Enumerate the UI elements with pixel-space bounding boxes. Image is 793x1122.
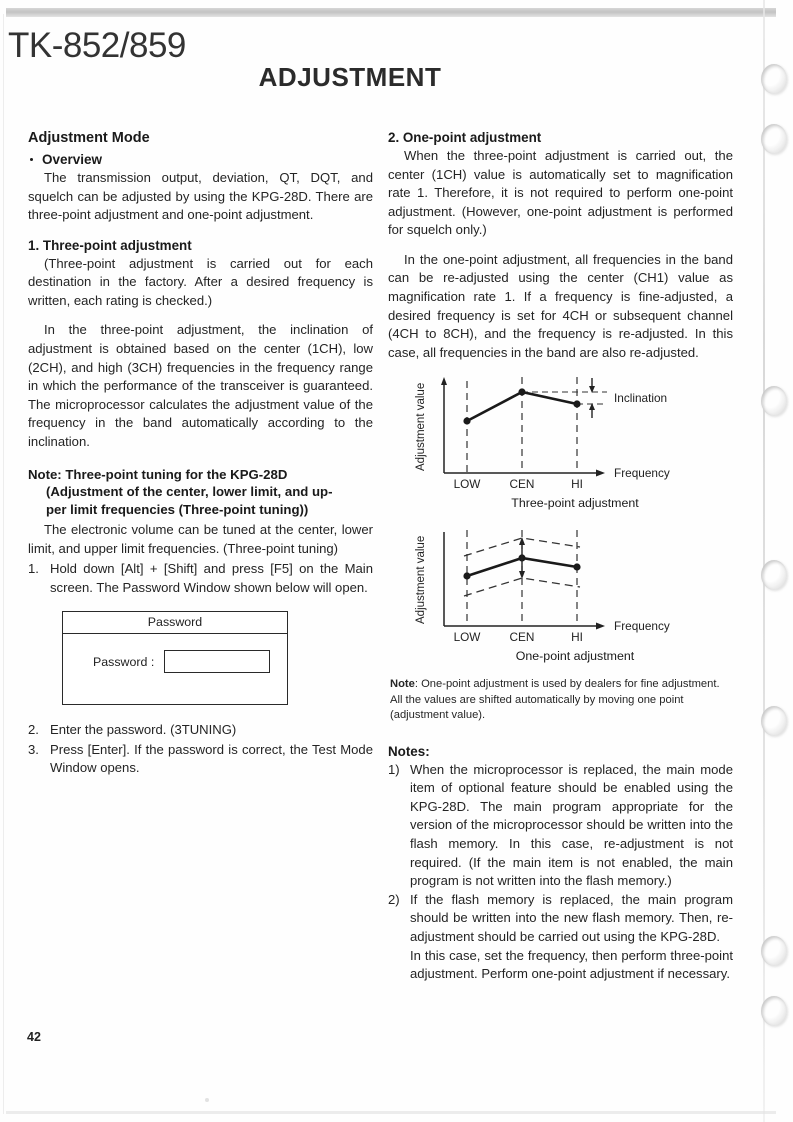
note-number: 1): [388, 761, 400, 777]
scan-artifact-bottom-edge: [6, 1111, 776, 1114]
steps-list-after-dialog: [28, 721, 373, 778]
password-dialog-body: [63, 634, 287, 704]
chart1-tick-low: LOW: [453, 477, 481, 492]
step-text: Hold down [Alt] + [Shift] and press [F5] on the Main screen. The Password Window shown below will open.: [50, 561, 373, 595]
password-field-row: [93, 650, 270, 673]
note-heading-line-1: Note: Three-point tuning for the KPG-28D: [28, 466, 288, 482]
password-field-label: Password :: [93, 654, 155, 669]
chart2-tick-cen: CEN: [509, 630, 535, 645]
chart2-shift-arrow-down-icon: [519, 571, 525, 579]
step-number: 2.: [28, 722, 39, 738]
right-column: [388, 130, 733, 984]
subheading-overview: [28, 152, 373, 167]
step-text: Enter the password. (3TUNING): [50, 722, 237, 738]
step-text: Press [Enter]. If the password is correct, the Test Mode Window opens.: [50, 741, 373, 776]
list-item: [28, 721, 373, 740]
chart1-tick-cen: CEN: [509, 477, 535, 492]
list-item: [388, 891, 733, 984]
overview-paragraph: The transmission output, deviation, QT, DQT, and squelch can be adjusted by using the KPG-28D. There are three-point adjustment and one-point adjustment.: [28, 170, 373, 223]
model-number: TK-852/859: [8, 26, 186, 65]
chart1-caption: Three-point adjustment: [511, 496, 639, 511]
steps-list-before-dialog: [28, 560, 373, 597]
notes-heading: Notes:: [388, 743, 430, 759]
chart-three-point-adjustment: [402, 373, 720, 510]
binder-hole-icon: [761, 386, 787, 416]
chart-note: [390, 677, 733, 723]
chart1-point-cen: [518, 389, 525, 396]
chart1-x-axis-arrow-icon: [596, 470, 605, 477]
chart-one-point-adjustment: [402, 526, 720, 663]
note-heading-three-point-tuning: [28, 466, 373, 519]
chart1-point-low: [463, 418, 470, 425]
page-number: 42: [27, 1030, 41, 1044]
binder-hole-icon: [761, 996, 787, 1026]
chart1-x-axis-label: Frequency: [614, 466, 670, 481]
chart2-point-low: [463, 573, 470, 580]
password-dialog: [62, 611, 288, 705]
binder-hole-icon: [761, 124, 787, 154]
note-text: If the flash memory is replaced, the main program should be written into the new flash memory. Then, re-adjustment should be carried out using the KPG-28D.: [410, 891, 733, 944]
section-heading-adjustment-mode: Adjustment Mode: [28, 130, 150, 146]
chart1-annotation-inclination: Inclination: [614, 391, 668, 406]
chart2-tick-hi: HI: [571, 630, 583, 645]
note-text: When the microprocessor is replaced, the main mode item of optional feature should be enabled using the KPG-28D. The main program appropriate for the version of the microprocessor should be written into the flash memory. In this case, re-adjustment is not required. (If the main item is not enabled, the main program is not written into the flash memory.): [410, 761, 733, 889]
chart2-caption: One-point adjustment: [515, 649, 635, 664]
notes-list: [388, 761, 733, 984]
left-column: [28, 130, 373, 779]
password-input[interactable]: [164, 650, 270, 673]
heading-one-point-adjustment: 2. One-point adjustment: [388, 130, 542, 145]
list-item: [28, 560, 373, 597]
scan-artifact-left-edge: [3, 14, 4, 1114]
binder-hole-icon: [761, 64, 787, 94]
binder-hole-icon: [761, 560, 787, 590]
chart2-point-hi: [573, 564, 580, 571]
password-dialog-title: Password: [63, 612, 287, 634]
chart-note-label: Note: [390, 678, 415, 691]
scan-speck: [205, 1098, 209, 1102]
note-text-continuation: In this case, set the frequency, then perform three-point adjustment. Perform one-point adjustment if necessary.: [410, 947, 733, 982]
note-paragraph: The electronic volume can be tuned at the center, lower limit, and upper limit frequencies. (Three-point tuning): [28, 521, 373, 556]
chart2-tick-low: LOW: [453, 630, 481, 645]
binder-hole-icon: [761, 706, 787, 736]
page-title: ADJUSTMENT: [258, 62, 442, 92]
chart1-y-axis-arrow-icon: [441, 377, 447, 385]
chart1-point-hi: [573, 401, 580, 408]
note-number: 2): [388, 891, 400, 907]
chart-note-text: : One-point adjustment is used by dealers for fine adjustment. All the values are shifted automatically by moving one point (adjustment value).: [390, 678, 720, 722]
one-point-paragraph-2: In the one-point adjustment, all frequencies in the band can be re-adjusted using the center (CH1) value as magnification rate 1. If a frequency is fine-adjusted, a desired frequency is set for 4CH or subsequent channel (4CH to 8CH), and the frequency is re-adjusted. In this case, all frequencies in the band are also re-adjusted.: [388, 251, 733, 360]
binder-hole-icon: [761, 936, 787, 966]
chart2-x-axis-label: Frequency: [614, 619, 670, 634]
step-number: 1.: [28, 561, 39, 577]
chart1-tick-hi: HI: [571, 477, 583, 492]
three-point-paragraph-1: (Three-point adjustment is carried out for each destination in the factory. After a desired frequency is written, each rating is checked.): [28, 255, 373, 308]
chart2-y-axis-label: Adjustment value: [415, 536, 427, 625]
one-point-paragraph-1: When the three-point adjustment is carried out, the center (1CH) value is automatically set to magnification rate 1. Therefore, it is not required to perform one-point adjustment. (However, one-point adjustment is performed for squelch only.): [388, 148, 733, 238]
subheading-overview-label: Overview: [42, 152, 103, 167]
list-item: [28, 741, 373, 778]
scan-artifact-top-bar: [6, 8, 776, 17]
heading-three-point-adjustment: 1. Three-point adjustment: [28, 237, 192, 253]
note-heading-line-3: per limit frequencies (Three-point tuning)): [46, 502, 309, 518]
list-item: [388, 761, 733, 891]
chart2-x-axis-arrow-icon: [596, 623, 605, 630]
three-point-paragraph-2: In the three-point adjustment, the inclination of adjustment is obtained based on the center (1CH), low (2CH), and high (3CH) frequencies in the frequency range in which the performance of the transceiver is guaranteed. The microprocessor calculates the adjustment value of the frequency in the band automatically according to the inclination.: [28, 322, 373, 449]
bullet-icon: [30, 158, 33, 161]
note-heading-line-2: (Adjustment of the center, lower limit, and up-: [46, 484, 333, 500]
chart1-y-axis-label: Adjustment value: [415, 383, 427, 472]
step-number: 3.: [28, 741, 39, 757]
